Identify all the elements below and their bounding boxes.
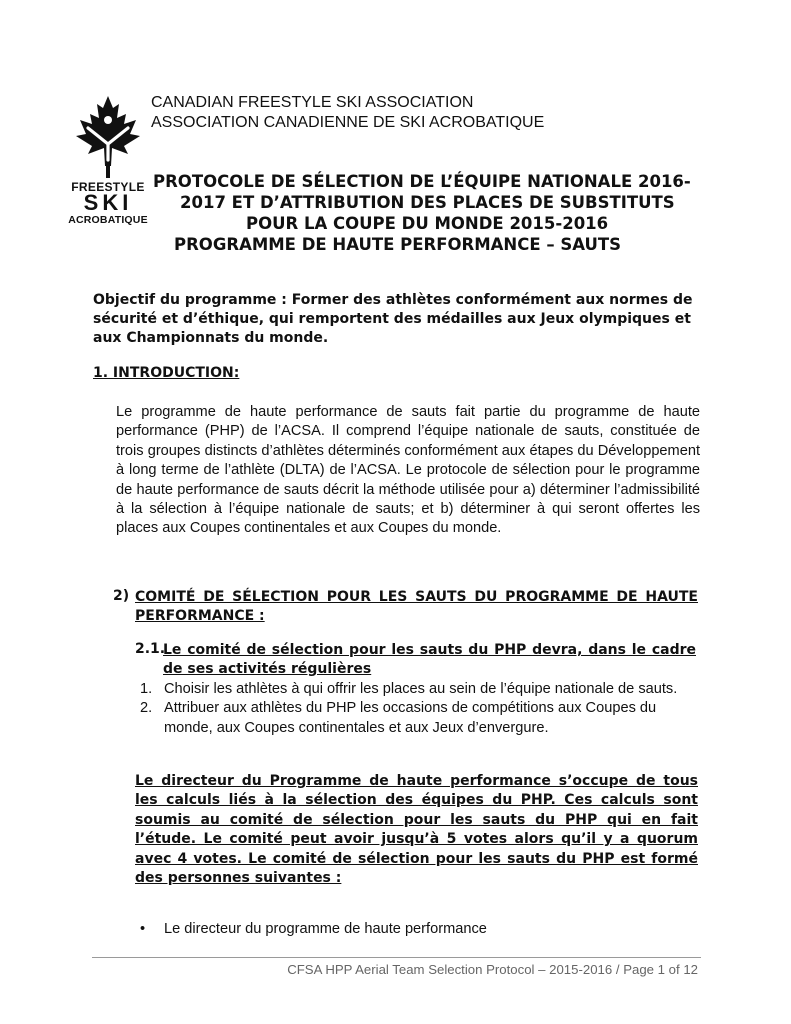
org-name-french: ASSOCIATION CANADIENNE DE SKI ACROBATIQUE xyxy=(151,114,545,131)
subsection-2-1-number: 2.1. xyxy=(135,641,166,657)
list-item xyxy=(140,699,700,738)
title-line-2: 2017 ET D’ATTRIBUTION DES PLACES DE SUBSTITUTS xyxy=(180,193,675,212)
logo-line-acrobatique: ACROBATIQUE xyxy=(68,214,148,226)
title-line-3: POUR LA COUPE DU MONDE 2015-2016 xyxy=(246,214,609,233)
cfsa-logo xyxy=(66,94,150,234)
org-name-english: CANADIAN FREESTYLE SKI ASSOCIATION xyxy=(151,94,474,111)
list-item xyxy=(140,680,700,699)
title-line-1: PROTOCOLE DE SÉLECTION DE L’ÉQUIPE NATIONALE 2016- xyxy=(153,172,691,191)
logo-line-freestyle: FREESTYLE xyxy=(71,180,145,194)
footer-divider xyxy=(92,957,701,958)
list-item-number: 1. xyxy=(140,681,153,697)
committee-member-item xyxy=(140,919,487,939)
list-item-text: Attribuer aux athlètes du PHP les occasions de compétitions aux Coupes du monde, aux Coupes continentales et aux Jeux d’envergure. xyxy=(164,700,657,736)
logo-line-ski: SKI xyxy=(83,190,133,215)
title-line-4: PROGRAMME DE HAUTE PERFORMANCE – SAUTS xyxy=(174,235,622,254)
committee-member-text: Le directeur du programme de haute performance xyxy=(164,921,487,937)
page-footer: CFSA HPP Aerial Team Selection Protocol – 2015-2016 / Page 1 of 12 xyxy=(287,962,698,977)
maple-leaf-skier-icon xyxy=(66,94,150,180)
list-item-number: 2. xyxy=(140,700,153,717)
section-2-number: 2) xyxy=(113,588,130,604)
section-2-heading: COMITÉ DE SÉLECTION POUR LES SAUTS DU PROGRAMME DE HAUTE PERFORMANCE : xyxy=(135,589,698,624)
director-paragraph: Le directeur du Programme de haute performance s’occupe de tous les calculs liés à la sélection des équipes du PHP. Ces calculs sont soumis au comité de sélection pour les sauts du PHP qui en fait l’étude. Le comité peut avoir jusqu’à 5 votes alors qu’il y a quorum avec 4 votes. Le comité de sélection pour les sauts du PHP est formé des personnes suivantes : xyxy=(135,773,698,887)
section-1-body: Le programme de haute performance de sauts fait partie du programme de haute performance (PHP) de l’ACSA. Il comprend l’équipe nationale de sauts, constituée de trois groupes distincts d’athlètes déterminés conformément aux étapes du Développement à long terme de l’athlète (DLTA) de l’ACSA. Le protocole de sélection pour le programme de haute performance de sauts décrit la méthode utilisée pour a) déterminer l’admissibilité à la sélection à l’équipe nationale de sauts; et b) déterminer à qui seront offertes les places aux Coupes continentales et aux Coupes du monde. xyxy=(116,404,700,537)
program-objective: Objectif du programme : Former des athlètes conformément aux normes de sécurité et d’éthique, qui remportent des médailles aux Jeux olympiques et aux Championnats du monde. xyxy=(93,292,693,346)
bullet-icon: • xyxy=(140,921,146,937)
section-1-heading: 1. INTRODUCTION: xyxy=(93,365,240,381)
duties-list xyxy=(140,680,700,738)
subsection-2-1-heading: Le comité de sélection pour les sauts du PHP devra, dans le cadre de ses activités régulières xyxy=(163,642,696,677)
list-item-text: Choisir les athlètes à qui offrir les places au sein de l’équipe nationale de sauts. xyxy=(164,681,678,697)
